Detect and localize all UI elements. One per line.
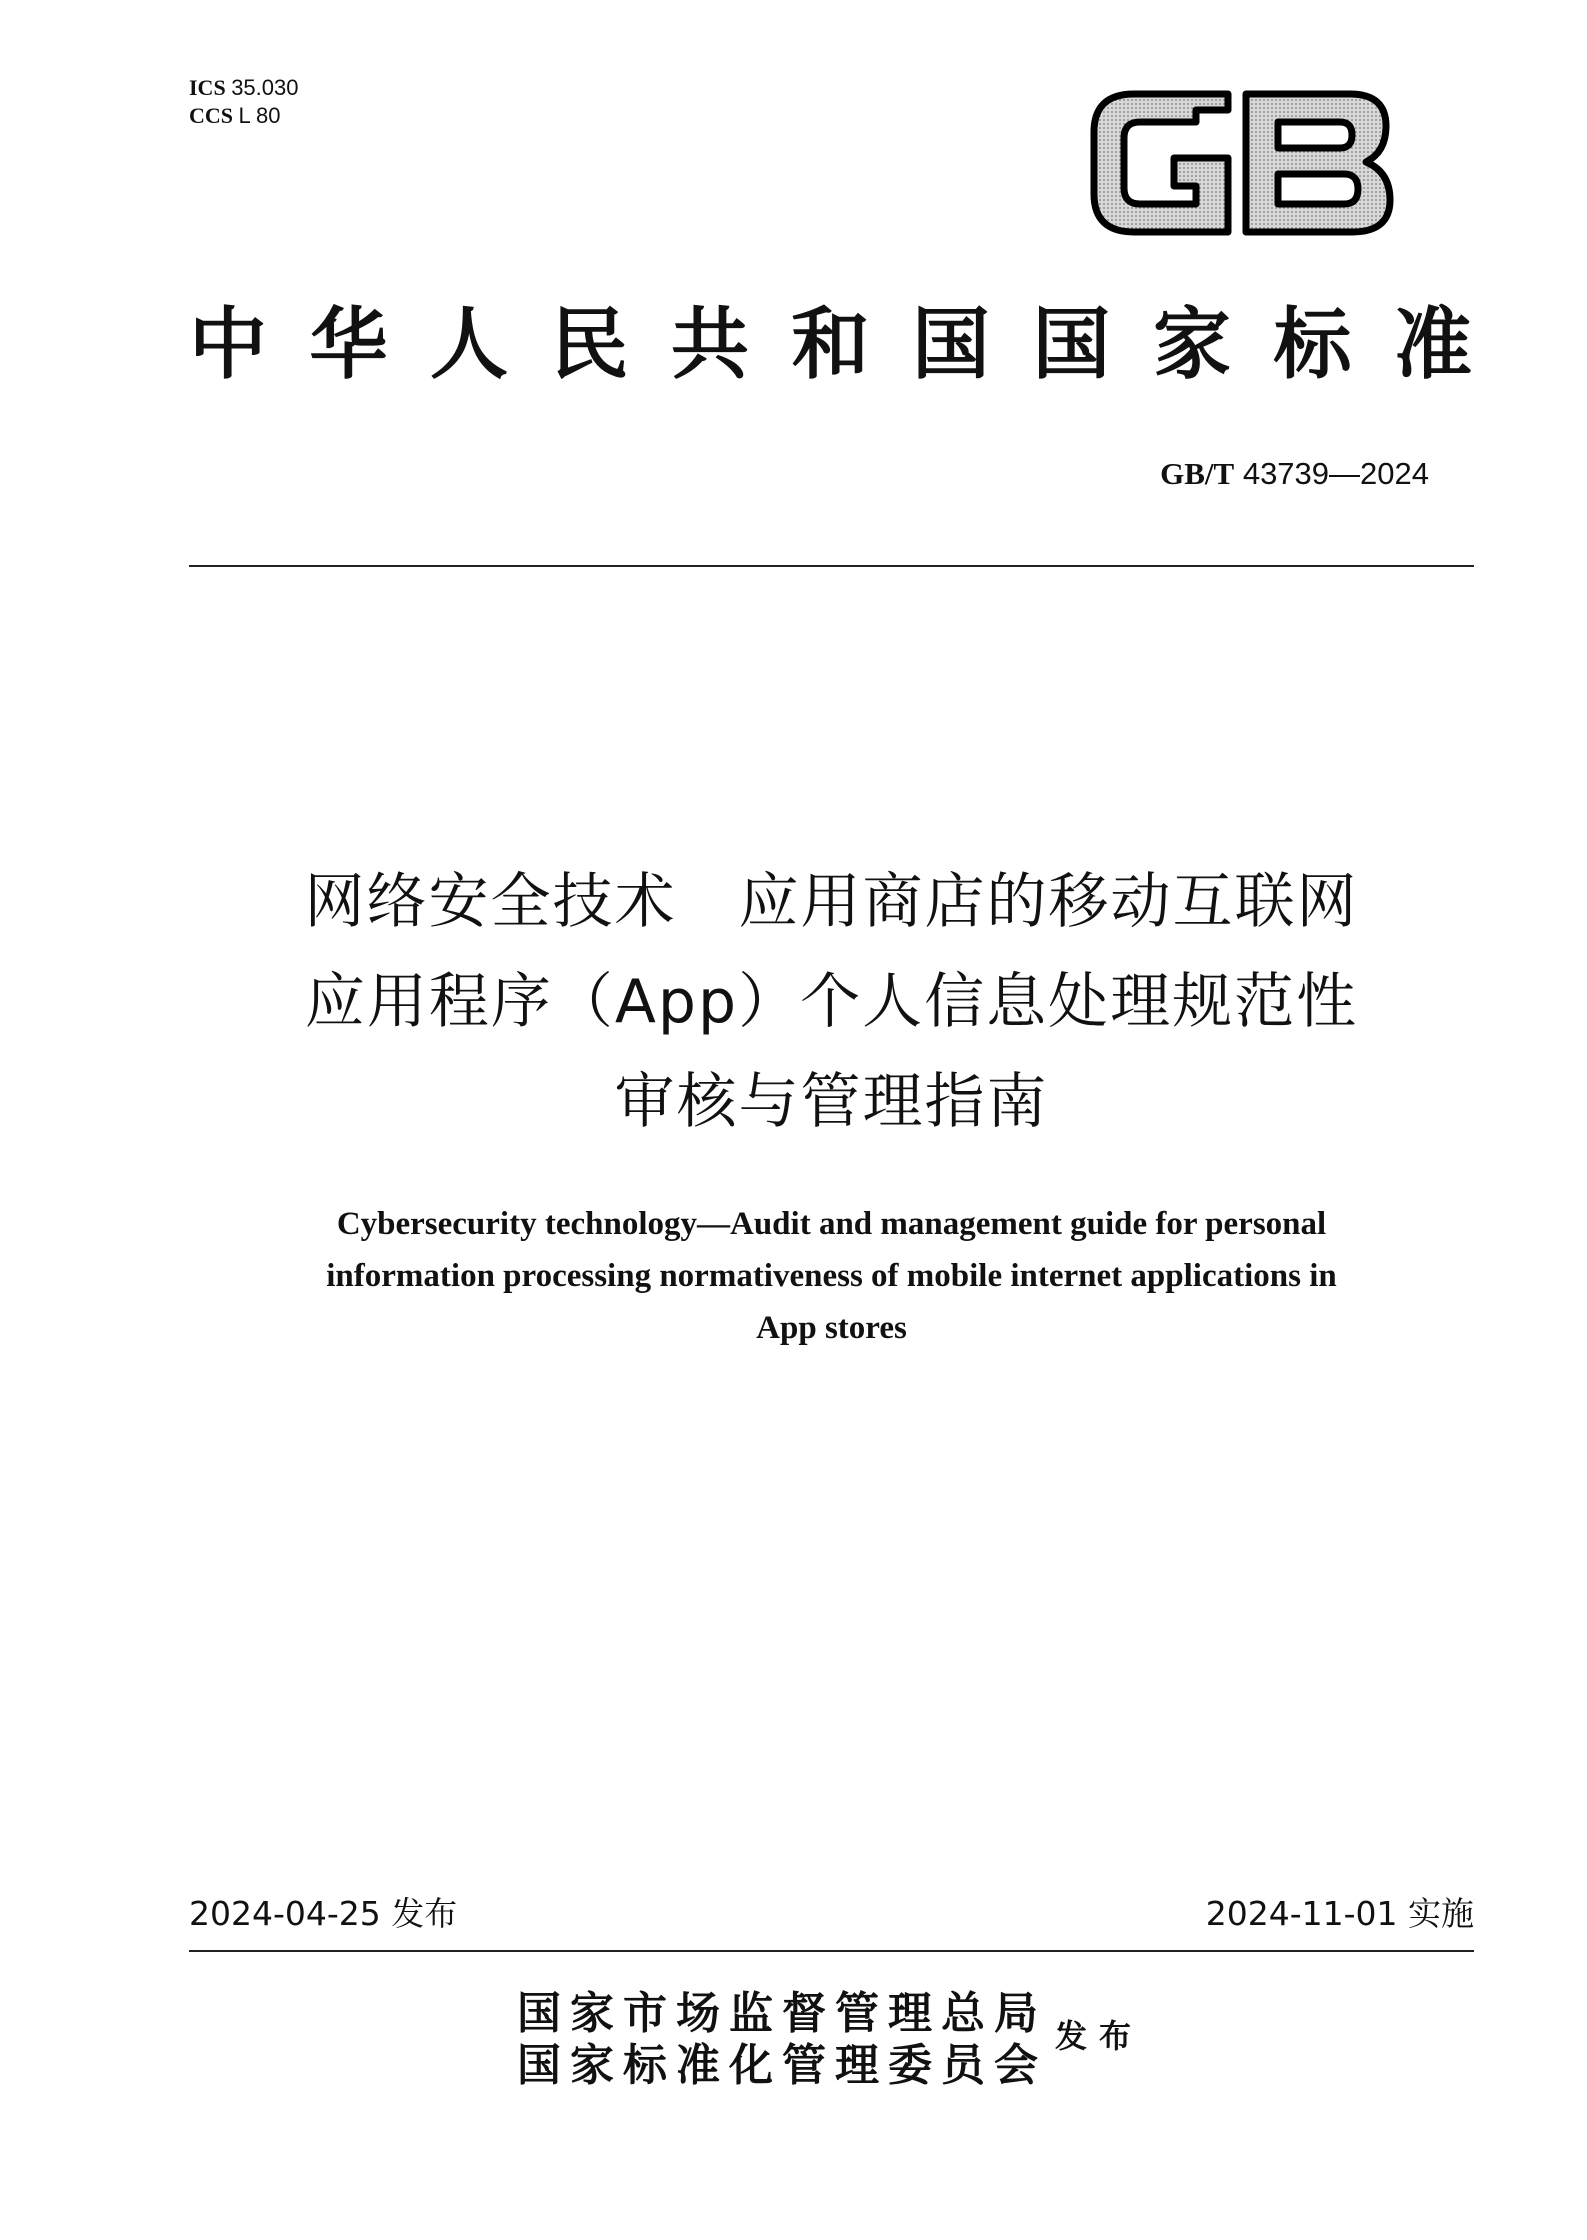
implementation-date	[1206, 1892, 1474, 1936]
ics-code: 35.030	[231, 75, 299, 100]
standard-number	[1160, 454, 1429, 494]
issue-date-value: 2024-04-25	[189, 1894, 381, 1933]
implementation-date-value: 2024-11-01	[1205, 1894, 1398, 1933]
issuer-sac: 国家标准化管理委员会	[517, 2040, 1047, 2091]
ccs-label: CCS	[189, 103, 234, 128]
en-title-line-1: Cybersecurity technology—Audit and management guide for personal	[336, 1206, 1327, 1242]
issue-label: 发布	[391, 1894, 458, 1933]
standard-number-prefix: GB/T	[1160, 456, 1235, 491]
gb-logo	[1082, 82, 1400, 242]
ics-classification	[189, 74, 298, 102]
cn-title-line-2: 应用程序（App）个人信息处理规范性	[304, 967, 1359, 1037]
issuer-samr: 国家市场监督管理总局	[517, 1988, 1047, 2039]
issue-date	[189, 1892, 457, 1936]
standard-number-value: 43739—2024	[1242, 456, 1429, 491]
cn-title-line-1: 网络安全技术 应用商店的移动互联网	[304, 867, 1359, 937]
gb-logo-text: GB	[1240, 232, 1242, 233]
header-divider	[189, 565, 1474, 567]
ccs-code: L 80	[238, 103, 281, 128]
en-title-line-2: information processing normativeness of mobile internet applications in	[326, 1258, 1337, 1294]
implementation-label: 实施	[1408, 1894, 1474, 1933]
en-title-line-3: App stores	[756, 1310, 907, 1346]
ccs-classification	[189, 102, 281, 130]
cn-title-line-3: 审核与管理指南	[614, 1067, 1049, 1137]
national-standard-title: 中华人民共和国国家标准	[189, 299, 1474, 390]
footer-divider	[189, 1950, 1474, 1952]
publish-label: 发布	[1055, 2017, 1144, 2055]
ics-label: ICS	[189, 75, 226, 100]
